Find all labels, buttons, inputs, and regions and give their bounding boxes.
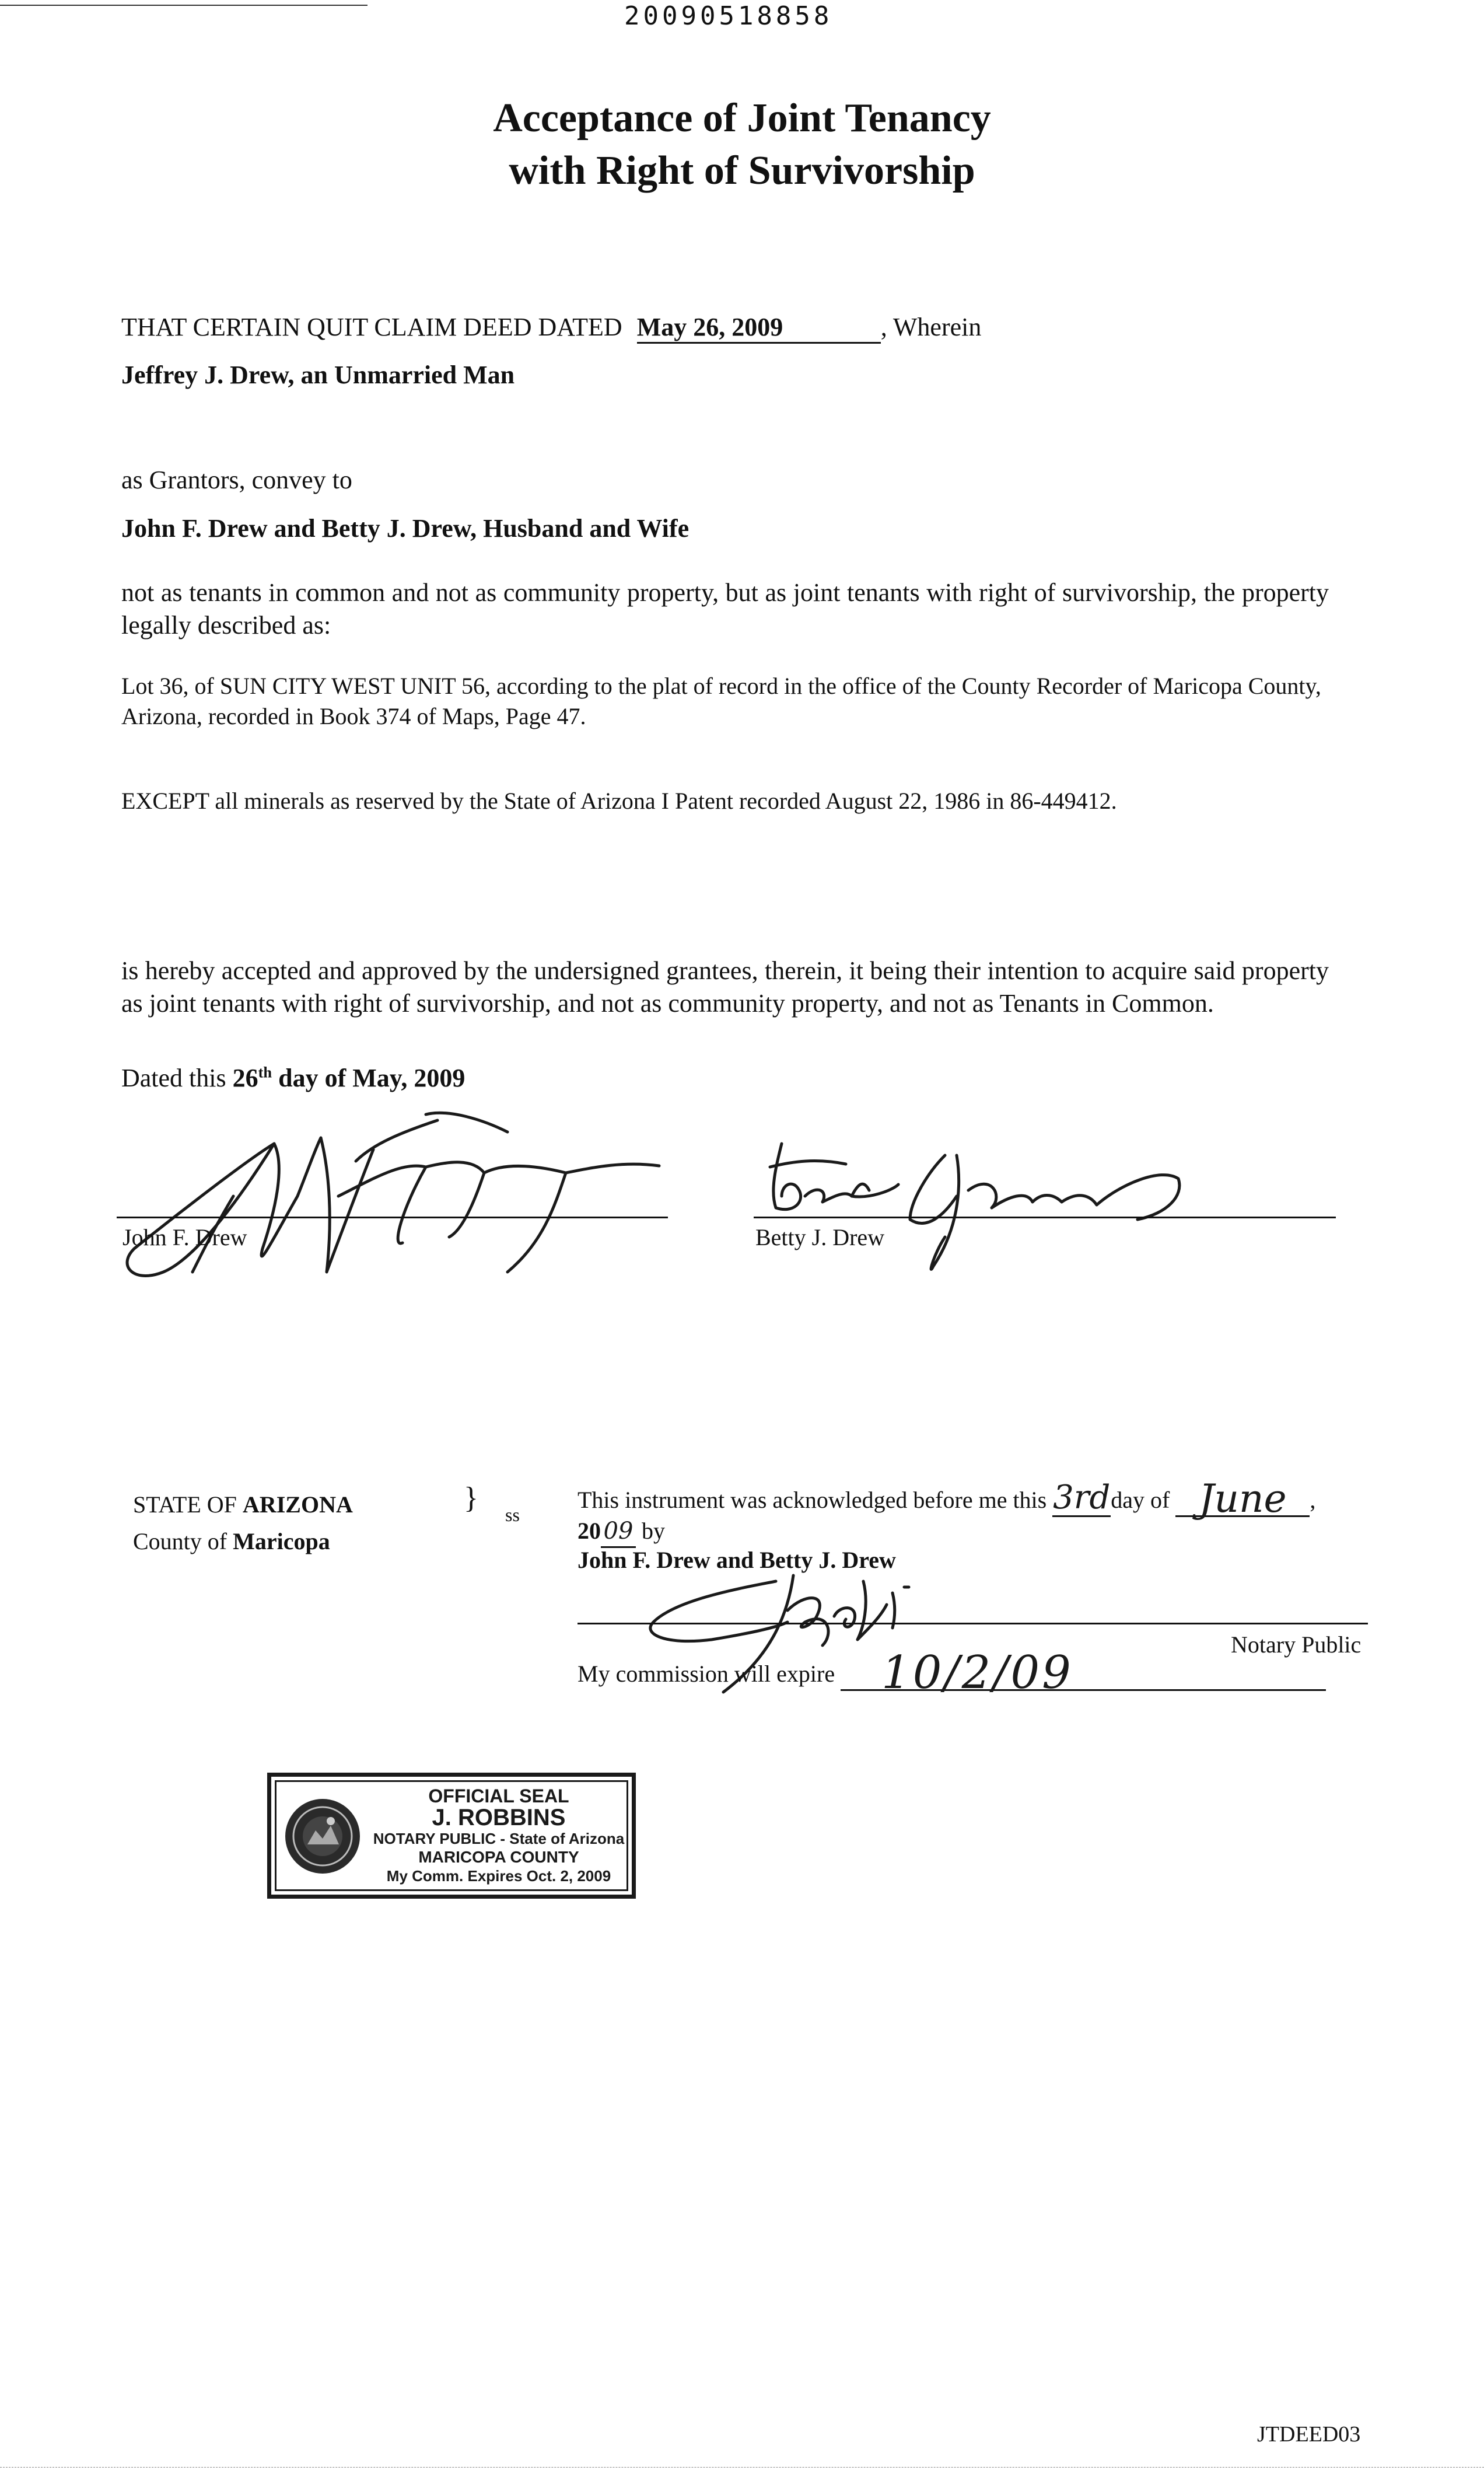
state-seal-emblem bbox=[282, 1795, 363, 1877]
seal-line-4: MARICOPA COUNTY bbox=[418, 1848, 579, 1866]
ack-by: by bbox=[642, 1518, 665, 1544]
ack-year-line bbox=[578, 1516, 665, 1548]
ack-month-blank bbox=[1175, 1476, 1310, 1521]
venue-state-name: ARIZONA bbox=[242, 1491, 353, 1518]
dated-day: 26th bbox=[232, 1063, 272, 1092]
record-number: 20090518858 bbox=[624, 1, 833, 31]
bottom-scan-rule bbox=[0, 2467, 1484, 2468]
commission-line bbox=[578, 1647, 1326, 1699]
seal-line-2: J. ROBBINS bbox=[432, 1805, 566, 1830]
mineral-exception: EXCEPT all minerals as reserved by the State of Arizona I Patent recorded August 22, 1986 in 86-449412. bbox=[121, 788, 1117, 814]
ack-day: 3rd bbox=[1053, 1479, 1111, 1516]
ack-year-prefix: 20 bbox=[578, 1518, 601, 1544]
notary-signature-line bbox=[578, 1623, 1368, 1624]
commission-blank bbox=[841, 1647, 1326, 1699]
deed-wherein: , Wherein bbox=[880, 313, 982, 341]
signer-2-name: Betty J. Drew bbox=[755, 1224, 885, 1250]
signer-1-name: John F. Drew bbox=[123, 1224, 247, 1250]
title-line-1: Acceptance of Joint Tenancy bbox=[493, 96, 991, 141]
convey-text: as Grantors, convey to bbox=[121, 466, 352, 494]
dated-line bbox=[121, 1062, 465, 1095]
notary-public-label: Notary Public bbox=[1231, 1631, 1362, 1658]
ack-year-blank bbox=[601, 1516, 636, 1548]
commission-expire-date: 10/2/09 bbox=[881, 1647, 1073, 1699]
commission-text: My commission will expire bbox=[578, 1661, 835, 1687]
grantee-names: John F. Drew and Betty J. Drew, Husband and Wife bbox=[121, 514, 690, 543]
ack-text: This instrument was acknowledged before me this bbox=[578, 1487, 1047, 1513]
seal-line-5: My Comm. Expires Oct. 2, 2009 bbox=[386, 1867, 611, 1885]
venue-county: County of Maricopa bbox=[133, 1528, 330, 1554]
grantor-name: Jeffrey J. Drew, an Unmarried Man bbox=[121, 361, 515, 389]
signature-line-1 bbox=[117, 1217, 668, 1218]
acceptance-paragraph: is hereby accepted and approved by the undersigned grantees, therein, it being their intention to acquire said property as joint tenants with right of survivorship, and not as community property, and not as Tenants in Common. bbox=[121, 956, 1329, 1018]
venue-ss: ss bbox=[505, 1504, 520, 1525]
seal-line-1: OFFICIAL SEAL bbox=[428, 1785, 569, 1806]
seal-text-block bbox=[370, 1786, 627, 1885]
dated-rest: day of May, 2009 bbox=[278, 1064, 466, 1092]
venue-county-name: Maricopa bbox=[233, 1528, 330, 1554]
deed-lead-text: THAT CERTAIN QUIT CLAIM DEED DATED bbox=[121, 313, 622, 341]
deed-date: May 26, 2009 bbox=[637, 313, 881, 344]
ack-names: John F. Drew and Betty J. Drew bbox=[578, 1547, 896, 1573]
title-line-2: with Right of Survivorship bbox=[509, 148, 975, 193]
venue-state: STATE OF ARIZONA bbox=[133, 1491, 353, 1518]
form-code: JTDEED03 bbox=[1257, 2422, 1361, 2447]
document-title bbox=[0, 92, 1484, 197]
signature-john-f-drew bbox=[99, 1097, 706, 1307]
ack-month: June bbox=[1199, 1476, 1287, 1521]
top-scan-rule bbox=[0, 5, 368, 6]
venue-brace: } bbox=[464, 1481, 478, 1515]
ack-line: This instrument was acknowledged before me this 3rd day of June , bbox=[578, 1476, 1316, 1521]
dated-prefix: Dated this bbox=[121, 1064, 226, 1092]
legal-description: Lot 36, of SUN CITY WEST UNIT 56, according to the plat of record in the office of the County Recorder of Maricopa County, Arizona, recorded in Book 374 of Maps, Page 47. bbox=[121, 673, 1321, 729]
ack-day-of: day of bbox=[1111, 1487, 1170, 1513]
deed-lead-line bbox=[121, 311, 981, 344]
official-notary-seal bbox=[267, 1773, 636, 1899]
signature-line-2 bbox=[754, 1217, 1336, 1218]
ack-day-blank bbox=[1052, 1479, 1111, 1517]
ack-year-suffix: 09 bbox=[603, 1518, 634, 1544]
tenancy-paragraph: not as tenants in common and not as community property, but as joint tenants with right of survivorship, the property legally described as: bbox=[121, 578, 1329, 640]
seal-line-3: NOTARY PUBLIC - State of Arizona bbox=[373, 1830, 625, 1847]
